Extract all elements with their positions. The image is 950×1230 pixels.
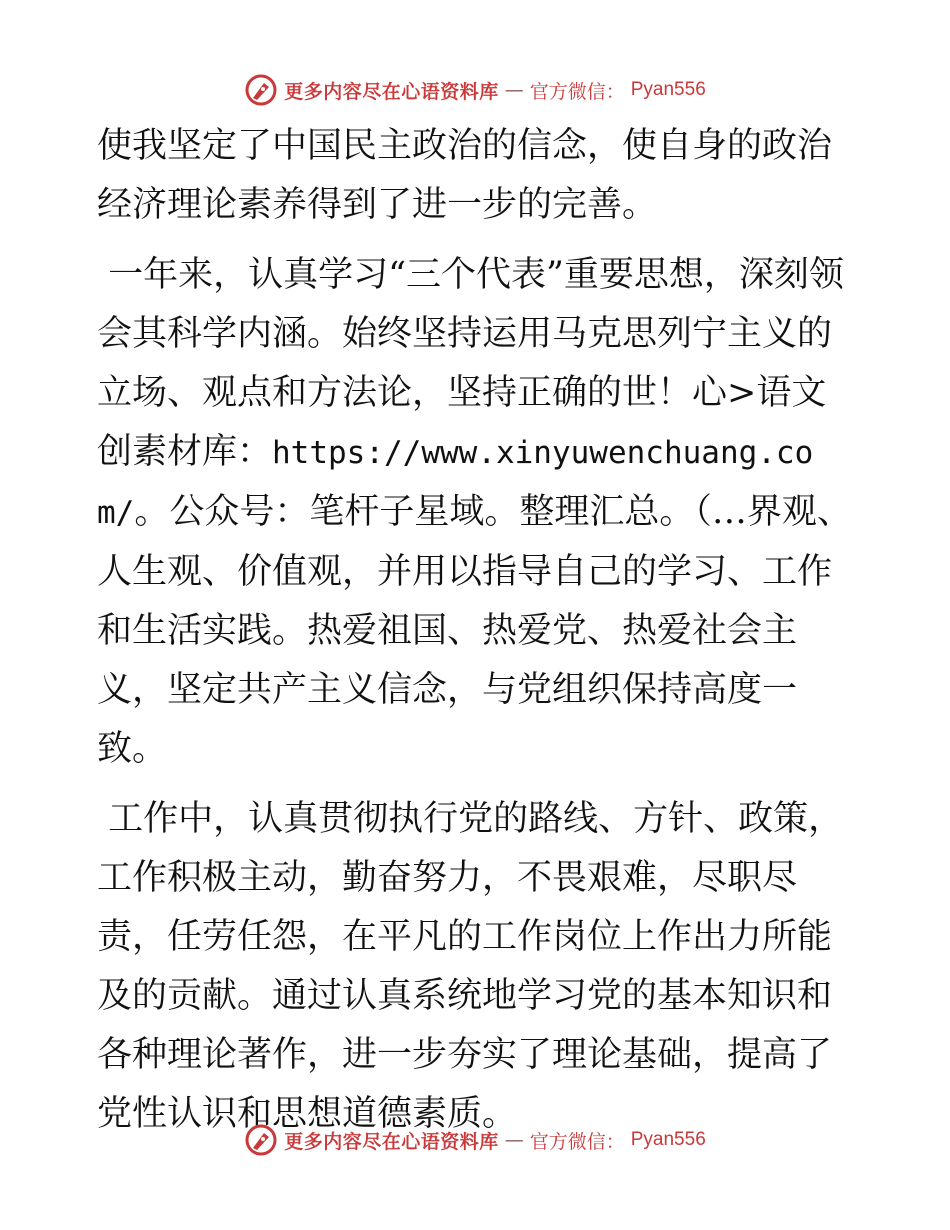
- footer-watermark: [0, 1120, 950, 1160]
- watermark-main-text: 更多内容尽在心语资料库: [284, 1130, 499, 1153]
- website-url: https://www.xinyuwenchuang.com/: [97, 435, 814, 531]
- paragraph-2-text-a: 一年来，认真学习“三个代表”重要思想，深刻领会其科学内涵。始终坚持运用马克思列宁主义的立场、观点和方法论，坚持正确的世！心>语文创素材库：: [97, 255, 844, 472]
- paragraph-3: 工作中，认真贯彻执行党的路线、方针、政策，工作积极主动，勤奋努力，不畏艰难，尽职尽责，任劳任怨，在平凡的工作岗位上作出力所能及的贡献。通过认真系统地学习党的基本知识和各种理论著作，进一步夯实了理论基础，提高了党性认识和思想道德素质。: [97, 799, 844, 1134]
- document-body: [97, 117, 857, 1144]
- watermark-main-text: 更多内容尽在心语资料库: [284, 80, 499, 103]
- watermark-account: Pyan556: [630, 1129, 706, 1150]
- watermark-separator: —: [504, 79, 524, 101]
- paragraph-2: [97, 246, 857, 779]
- pen-nib-logo-icon: [244, 73, 278, 107]
- watermark-label: 官方微信：: [529, 80, 625, 103]
- paragraph-1: 使我坚定了中国民主政治的信念，使自身的政治经济理论素养得到了进一步的完善。: [97, 126, 833, 225]
- watermark-separator: —: [504, 1129, 524, 1151]
- pen-nib-logo-icon: [244, 1123, 278, 1157]
- paragraph-2-text-b: 。公众号：笔杆子星域。整理汇总。（…界观、人生观、价值观，并用以指导自己的学习、工作和生活实践。热爱祖国、热爱党、热爱社会主义，坚定共产主义信念，与党组织保持高度一致。: [97, 492, 852, 769]
- watermark-account: Pyan556: [630, 79, 706, 100]
- header-watermark: [0, 70, 950, 110]
- watermark-label: 官方微信：: [529, 1130, 625, 1153]
